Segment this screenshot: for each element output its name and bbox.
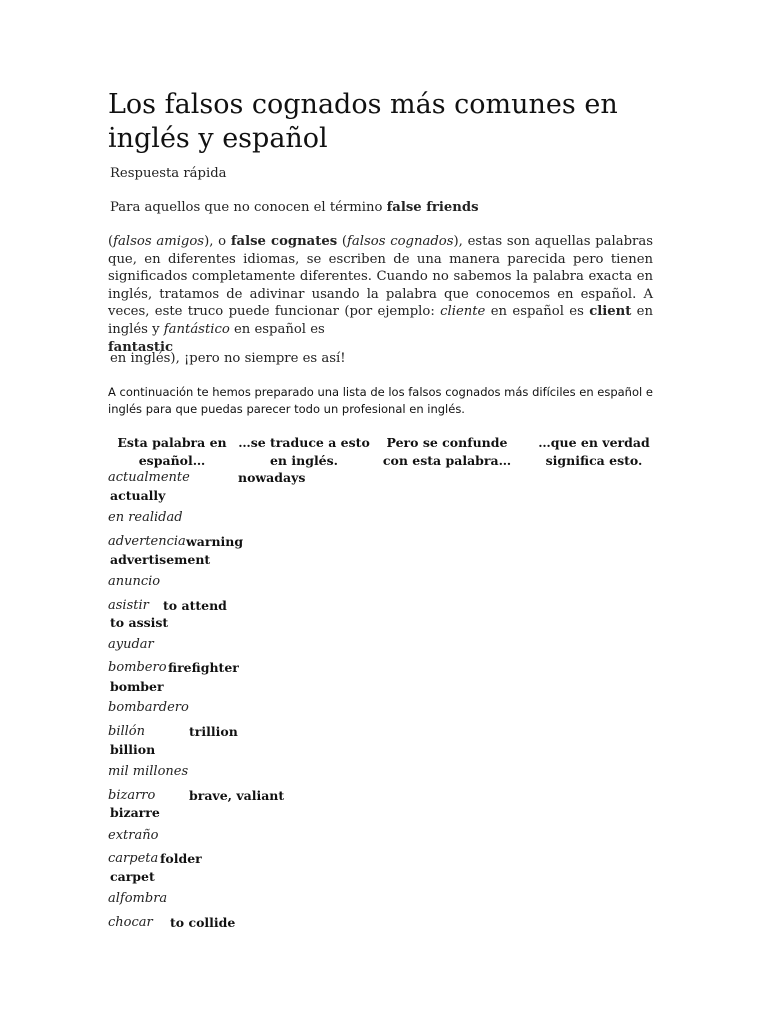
entry-spanish: chocar bbox=[108, 915, 153, 930]
entry-meaning: extraño bbox=[108, 828, 159, 843]
table-header-spanish: Esta palabra en español… bbox=[117, 435, 227, 468]
p2-i2: falsos cognados bbox=[347, 234, 454, 249]
p2-t6: en inglés y bbox=[108, 304, 653, 337]
p2-t1: ( bbox=[108, 234, 114, 249]
entry-spanish: carpeta bbox=[108, 851, 159, 866]
intro-paragraph bbox=[108, 233, 653, 356]
entry-meaning: alfombra bbox=[108, 891, 168, 906]
entry-confused: carpet bbox=[110, 869, 155, 884]
p2-b3: fantastic bbox=[108, 339, 173, 355]
list-intro: A continuación te hemos preparado una lista de los falsos cognados más difíciles en español e inglés para que puedas parecer todo un profesional en inglés. bbox=[108, 385, 653, 416]
entry-confused: actually bbox=[110, 488, 166, 503]
entry-spanish: bizarro bbox=[108, 788, 156, 803]
entry-translation: to attend bbox=[163, 598, 227, 613]
p2-t4: ), estas son aquellas palabras que, en diferentes idiomas, se escriben de una manera parecida pero tienen significados completamente diferentes. Cuando no sabemos la palabra exacta en inglés, tratamos de adivinar usando la palabra que conocemos en español. A veces, este truco puede funcionar (por ejemplo: bbox=[108, 234, 653, 320]
subtitle: Respuesta rápida bbox=[110, 166, 227, 181]
entry-translation: folder bbox=[160, 851, 202, 866]
entry-meaning: anuncio bbox=[108, 574, 161, 589]
entry-translation: trillion bbox=[189, 724, 238, 739]
intro-continuation: en inglés), ¡pero no siempre es así! bbox=[110, 351, 346, 366]
entry-confused: bizarre bbox=[110, 805, 160, 820]
p2-i3: cliente bbox=[440, 304, 486, 320]
p2-i1: falsos amigos bbox=[113, 234, 205, 249]
entry-translation: firefighter bbox=[168, 660, 239, 675]
entry-translation: warning bbox=[186, 534, 244, 549]
table-header-confused: Pero se confunde con esta palabra… bbox=[382, 435, 512, 468]
table-header-meaning: …que en verdad significa esto. bbox=[538, 435, 650, 468]
entry-spanish: asistir bbox=[108, 598, 149, 613]
p2-t3: ( bbox=[337, 234, 348, 249]
intro-line bbox=[110, 199, 479, 217]
entry-meaning: bombardero bbox=[108, 700, 189, 715]
p2-b2: client bbox=[589, 304, 632, 320]
p2-t5: en español es bbox=[485, 304, 590, 320]
entry-confused: billion bbox=[110, 742, 156, 757]
p2-b1: false cognates bbox=[230, 234, 338, 249]
entry-spanish: bombero bbox=[108, 660, 167, 675]
p2-i4: fantástico bbox=[163, 321, 230, 337]
entry-translation: nowadays bbox=[238, 470, 306, 485]
entry-spanish: actualmente bbox=[108, 470, 190, 485]
page-title: Los falsos cognados más comunes en inglés y español bbox=[108, 89, 618, 154]
table-header-translation: …se traduce a esto en inglés. bbox=[238, 435, 370, 468]
entry-meaning: en realidad bbox=[108, 510, 183, 525]
p2-t7: en español es bbox=[229, 321, 325, 337]
entry-translation: brave, valiant bbox=[189, 788, 285, 803]
entry-meaning: mil millones bbox=[108, 764, 189, 779]
entry-meaning: ayudar bbox=[108, 637, 154, 652]
p2-t2: ), o bbox=[204, 234, 231, 249]
entry-confused: to assist bbox=[110, 615, 169, 630]
entry-confused: bomber bbox=[110, 679, 164, 694]
entry-spanish: advertencia bbox=[108, 534, 186, 549]
entry-confused: advertisement bbox=[110, 552, 211, 567]
entry-spanish: billón bbox=[108, 724, 145, 739]
entry-translation: to collide bbox=[170, 915, 236, 930]
intro-line-text: Para aquellos que no conocen el término bbox=[110, 200, 387, 215]
intro-line-bold: false friends bbox=[386, 200, 479, 215]
